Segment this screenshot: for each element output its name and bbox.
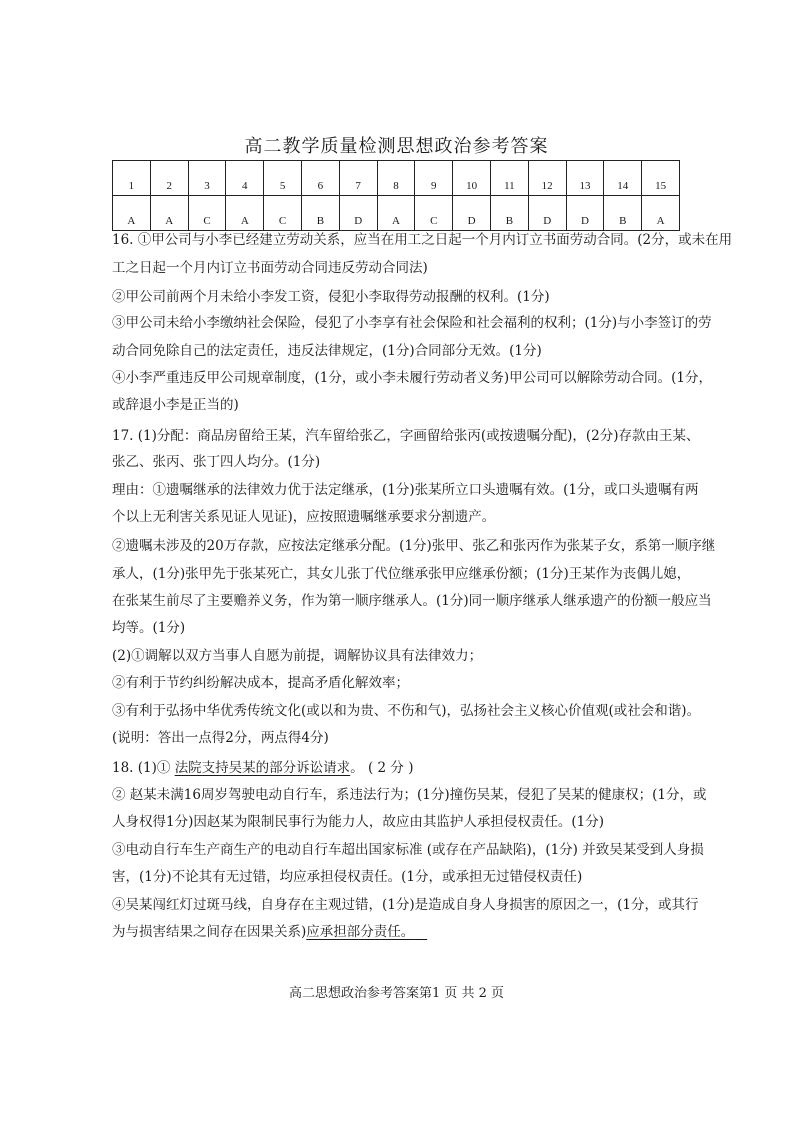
answer-line: 工之日起一个月内订立书面劳动合同违反劳动合同法)	[112, 260, 428, 276]
answer-cell: C	[188, 196, 226, 231]
answer-cell: A	[377, 196, 415, 231]
answer-line: ②有利于节约纠纷解决成本，提高矛盾化解效率；	[112, 675, 409, 691]
text: 。 ( 2 分 )	[350, 760, 414, 776]
question-number: 10	[453, 161, 491, 196]
question-number: 12	[528, 161, 566, 196]
answer-table	[112, 160, 680, 231]
answer-cell: A	[642, 196, 680, 231]
answer-cell: C	[264, 196, 302, 231]
answer-line: 16. ①甲公司与小李已经建立劳动关系，应当在用工之日起一个月内订立书面劳动合同。(2分，或未在用	[112, 232, 733, 248]
answer-line: ②遗嘱未涉及的20万存款，应按法定继承分配。(1分)张甲、张乙和张丙作为张某子女，系第一顺序继	[112, 538, 716, 554]
answer-row	[113, 196, 680, 231]
answer-line: 个以上无利害关系见证人见证)，应按照遗嘱继承要求分割遗产。	[112, 509, 496, 525]
answer-line: ③有利于弘扬中华优秀传统文化(或以和为贵、不伤和气)，弘扬社会主义核心价值观(或社会和谐)。	[112, 703, 701, 719]
answer-line: 承人，(1分)张甲先于张某死亡，其女儿张丁代位继承张甲应继承份额；(1分)王某作为丧偶儿媳，	[112, 566, 691, 582]
question-number: 9	[415, 161, 453, 196]
q18-line-3: 人身权得1分)因赵某为限制民事行为能力人，故应由其监护人承担侵权责任。(1分)	[112, 814, 604, 830]
answer-cell: A	[226, 196, 264, 231]
answer-cell: B	[301, 196, 339, 231]
underlined-answer: 应承担部分责任。	[306, 924, 415, 940]
answer-line: 张乙、张丙、张丁四人均分。(1分)	[112, 454, 321, 470]
answer-line: ②甲公司前两个月未给小李发工资，侵犯小李取得劳动报酬的权利。(1分)	[112, 289, 550, 305]
answer-cell: D	[339, 196, 377, 231]
answer-line: 或辞退小李是正当的)	[112, 397, 239, 413]
text: 为与损害结果之间存在因果关系)	[112, 924, 307, 940]
q18-line-1	[112, 759, 413, 777]
question-number: 15	[642, 161, 680, 196]
answer-line: 理由：①遗嘱继承的法律效力优于法定继承，(1分)张某所立口头遗嘱有效。(1分，或口头遗嘱有两	[112, 482, 699, 498]
question-number: 13	[566, 161, 604, 196]
q18-line-2: ② 赵某未满16周岁驾驶电动自行车，系违法行为；(1分)撞伤吴某，侵犯了吴某的健康权；(1分，或	[112, 787, 707, 803]
question-number-row	[113, 161, 680, 196]
question-number: 2	[150, 161, 188, 196]
answer-line: 在张某生前尽了主要赡养义务，作为第一顺序继承人。(1分)同一顺序继承人继承遗产的份额一般应当	[112, 593, 712, 609]
answer-line: ④小李严重违反甲公司规章制度，(1分，或小李未履行劳动者义务)甲公司可以解除劳动合同。(1分，	[112, 370, 712, 386]
page-footer: 高二思想政治参考答案第1 页 共 2 页	[288, 986, 505, 1001]
question-number: 8	[377, 161, 415, 196]
question-number: 4	[226, 161, 264, 196]
q18-line-4: ③电动自行车生产商生产的电动自行车超出国家标准 (或存在产品缺陷)，(1分) 并致吴某受到人身损	[112, 842, 704, 858]
answer-cell: B	[490, 196, 528, 231]
question-number: 7	[339, 161, 377, 196]
text: 18. (1)①	[112, 760, 175, 776]
answer-cell: D	[453, 196, 491, 231]
answer-cell: B	[604, 196, 642, 231]
answer-cell: C	[415, 196, 453, 231]
answer-line: (说明：答出一点得2分，两点得4分)	[112, 730, 329, 746]
question-number: 1	[113, 161, 151, 196]
q18-line-7	[112, 923, 427, 941]
q18-line-5: 害，(1分)不论其有无过错，均应承担侵权责任。(1分，或承担无过错侵权责任)	[112, 869, 583, 885]
answer-line: 动合同免除自己的法定责任，违反法律规定，(1分)合同部分无效。(1分)	[112, 343, 542, 359]
answer-cell: A	[150, 196, 188, 231]
question-number: 11	[490, 161, 528, 196]
question-number: 5	[264, 161, 302, 196]
q18-line-6: ④吴某闯红灯过斑马线，自身存在主观过错，(1分)是造成自身人身损害的原因之一，(1分，或其行	[112, 897, 699, 913]
answer-cell: D	[566, 196, 604, 231]
question-number: 14	[604, 161, 642, 196]
answer-line: 17. (1)分配：商品房留给王某，汽车留给张乙，字画留给张丙(或按遗嘱分配)，(2分)存款由王某、	[112, 428, 700, 444]
answer-line: 均等。(1分)	[112, 620, 186, 636]
underlined-answer: 法院支持吴某的部分诉讼请求	[174, 760, 351, 776]
question-number: 3	[188, 161, 226, 196]
page-title: 高二教学质量检测思想政治参考答案	[244, 136, 549, 157]
answer-line: (2)①调解以双方当事人自愿为前提，调解协议具有法律效力；	[112, 648, 483, 664]
answer-line: ③甲公司未给小李缴纳社会保险，侵犯了小李享有社会保险和社会福利的权利；(1分)与小李签订的劳	[112, 315, 712, 331]
answer-cell: D	[528, 196, 566, 231]
question-number: 6	[301, 161, 339, 196]
answer-cell: A	[113, 196, 151, 231]
